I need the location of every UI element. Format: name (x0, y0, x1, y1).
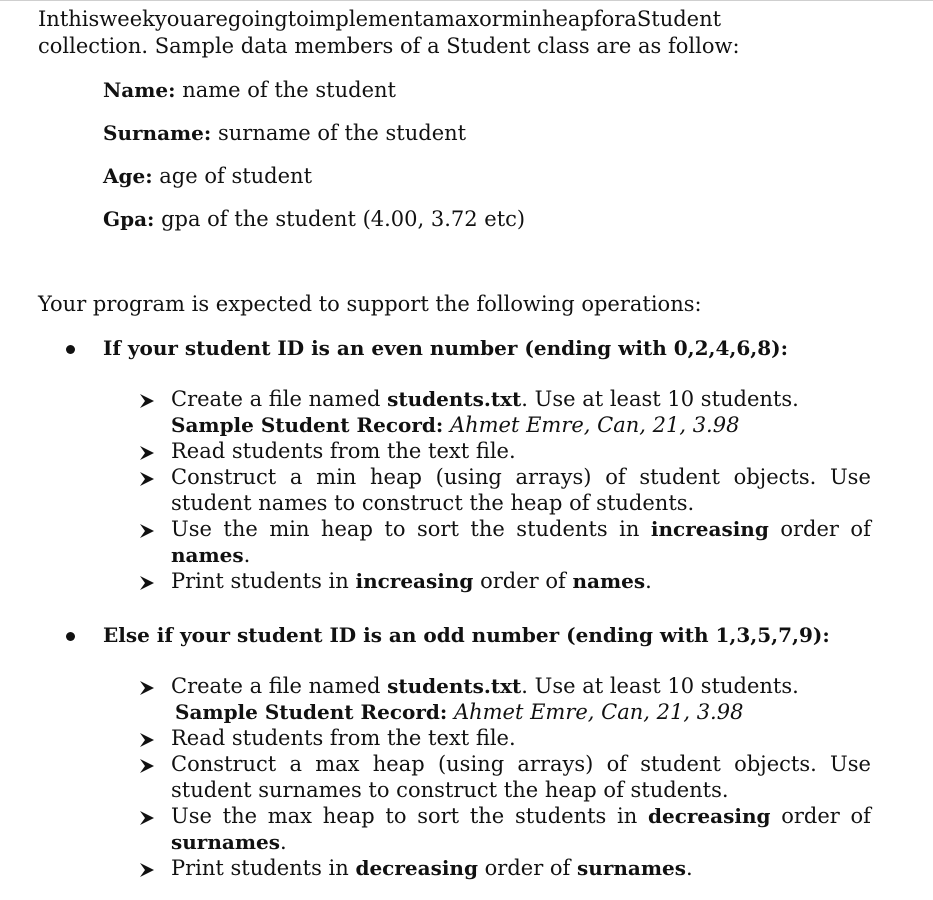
odd-read-text: Read students from the text file. (171, 726, 516, 750)
word: heap (370, 465, 422, 489)
arrowhead-bullet-icon (139, 862, 155, 878)
word: in (617, 804, 638, 828)
odd-sample-label: Sample Student Record: (175, 700, 448, 724)
member-name-label: Name: (103, 78, 176, 102)
word: heap (541, 7, 594, 31)
odd-construct-item (171, 751, 871, 803)
odd-print-item (171, 855, 871, 881)
odd-use-line-1 (171, 803, 871, 829)
odd-use-line-2 (171, 829, 871, 855)
even-use-line-2 (171, 542, 871, 568)
word: heap (320, 517, 373, 541)
arrowhead-bullet-icon (139, 680, 155, 696)
intro-line-2: collection. Sample data members of a Student class are as follow: (38, 34, 740, 58)
word: In (38, 7, 60, 31)
word: of (850, 517, 871, 541)
word: the (470, 517, 505, 541)
word: or (479, 7, 502, 31)
word: Use (830, 752, 871, 776)
member-age (103, 164, 312, 188)
word: (using (435, 465, 502, 489)
word: a (422, 7, 435, 31)
word: Use (171, 804, 212, 828)
even-print-line (171, 568, 871, 594)
word: a (289, 465, 303, 489)
member-age-label: Age: (103, 164, 153, 188)
member-gpa-desc: gpa of the student (4.00, 3.72 etc) (154, 207, 526, 231)
word: of (605, 465, 626, 489)
word: max (267, 804, 313, 828)
intro-line-1 (38, 6, 878, 33)
word: (using (437, 752, 505, 776)
member-gpa (103, 207, 525, 231)
odd-construct-line-2: student surnames to construct the heap of students. (171, 778, 729, 802)
member-surname (103, 121, 466, 145)
even-use-line-2-end: . (243, 543, 251, 567)
bullet-dot-even (66, 345, 75, 354)
word: for (593, 7, 625, 31)
odd-create-line (171, 673, 871, 699)
word: to (287, 7, 309, 31)
even-create-item (171, 386, 871, 438)
odd-use-line-2-bold: surnames (171, 830, 280, 854)
word: to (385, 804, 407, 828)
word: students (514, 804, 607, 828)
arrowhead-bullet-icon (139, 810, 155, 826)
odd-sample-value: Ahmet Emre, Can, 21, 3.98 (447, 700, 744, 724)
arrowhead-bullet-icon (139, 523, 155, 539)
odd-create-item (171, 673, 871, 725)
word: this (59, 7, 100, 31)
odd-file-name: students.txt (387, 674, 522, 698)
member-surname-desc: surname of the student (211, 121, 467, 145)
odd-use-line-2-end: . (279, 830, 287, 854)
arrowhead-bullet-icon (139, 758, 155, 774)
member-gpa-label: Gpa: (103, 207, 155, 231)
word: a (289, 752, 302, 776)
member-name-desc: name of the student (175, 78, 396, 102)
word: objects. (734, 752, 817, 776)
word: students (516, 517, 608, 541)
word: objects. (733, 465, 817, 489)
even-construct-line-2: student names to construct the heap of students. (171, 491, 695, 515)
even-use-line-2-bold: names (171, 543, 244, 567)
word: implement (308, 7, 423, 31)
bold-word: increasing (650, 517, 769, 541)
odd-print-mid: order of (477, 856, 578, 880)
arrowhead-bullet-icon (139, 732, 155, 748)
odd-print-bold-2: surnames (577, 856, 686, 880)
word: sort (417, 804, 460, 828)
word: a (624, 7, 637, 31)
word: student (640, 752, 721, 776)
even-print-bold-2: names (572, 569, 646, 593)
word: to (384, 517, 406, 541)
even-create-pre: Create a file named (171, 387, 388, 411)
bold-word: decreasing (648, 804, 771, 828)
even-print-pre: Print students in (171, 569, 356, 593)
member-surname-label: Surname: (103, 121, 212, 145)
word: order (781, 804, 840, 828)
word: heap (322, 804, 375, 828)
word: arrays) (517, 752, 594, 776)
word: going (227, 7, 288, 31)
word: min (316, 465, 357, 489)
even-print-mid: order of (473, 569, 573, 593)
odd-sample-line (171, 699, 871, 725)
odd-print-pre: Print students in (171, 856, 356, 880)
word: the (223, 517, 258, 541)
odd-construct-line-1 (171, 751, 871, 777)
intro-paragraph (38, 6, 878, 60)
arrowhead-bullet-icon (139, 471, 155, 487)
even-create-post: . Use at least 10 students. (521, 387, 799, 411)
word: Construct (171, 465, 277, 489)
even-construct-line-1 (171, 464, 871, 490)
member-age-desc: age of student (152, 164, 313, 188)
word: student (639, 465, 720, 489)
odd-condition-title: Else if your student ID is an odd number (ending with 1,3,5,7,9): (103, 623, 830, 647)
arrowhead-bullet-icon (139, 393, 155, 409)
word: max (315, 752, 360, 776)
word: in (619, 517, 640, 541)
word: Use (829, 465, 871, 489)
even-print-bold-1: increasing (355, 569, 474, 593)
even-sample-value: Ahmet Emre, Can, 21, 3.98 (443, 413, 740, 437)
word: of (606, 752, 628, 776)
even-read-text: Read students from the text file. (171, 439, 516, 463)
even-read-item (171, 438, 871, 464)
top-divider (0, 0, 933, 1)
arrowhead-bullet-icon (139, 445, 155, 461)
even-construct-item (171, 464, 871, 516)
odd-print-bold-1: decreasing (355, 856, 478, 880)
word: you (154, 7, 193, 31)
even-condition-title: If your student ID is an even number (ending with 0,2,4,6,8): (103, 336, 789, 360)
word: min (501, 7, 542, 31)
odd-create-post: . Use at least 10 students. (521, 674, 799, 698)
odd-read-item (171, 725, 871, 751)
word: max (434, 7, 480, 31)
even-use-line-1 (171, 516, 871, 542)
even-sample-label: Sample Student Record: (171, 413, 444, 437)
word: arrays) (515, 465, 592, 489)
odd-use-item (171, 803, 871, 855)
word: Construct (171, 752, 277, 776)
bullet-dot-odd (66, 632, 75, 641)
word: Student (636, 7, 722, 31)
operations-intro: Your program is expected to support the following operations: (38, 292, 702, 316)
even-print-item (171, 568, 871, 594)
word: sort (416, 517, 459, 541)
word: order (780, 517, 839, 541)
word: the (222, 804, 258, 828)
arrowhead-bullet-icon (139, 575, 155, 591)
odd-print-line (171, 855, 871, 881)
word: heap (372, 752, 425, 776)
word: the (469, 804, 505, 828)
member-name (103, 78, 396, 102)
even-file-name: students.txt (387, 387, 522, 411)
even-use-item (171, 516, 871, 568)
even-sample-line (171, 412, 871, 438)
even-print-end: . (645, 569, 652, 593)
word: min (269, 517, 310, 541)
word: Use (171, 517, 212, 541)
odd-print-end: . (686, 856, 693, 880)
odd-create-pre: Create a file named (171, 674, 388, 698)
word: of (850, 804, 871, 828)
even-create-line (171, 386, 871, 412)
word: are (192, 7, 228, 31)
word: week (99, 7, 155, 31)
